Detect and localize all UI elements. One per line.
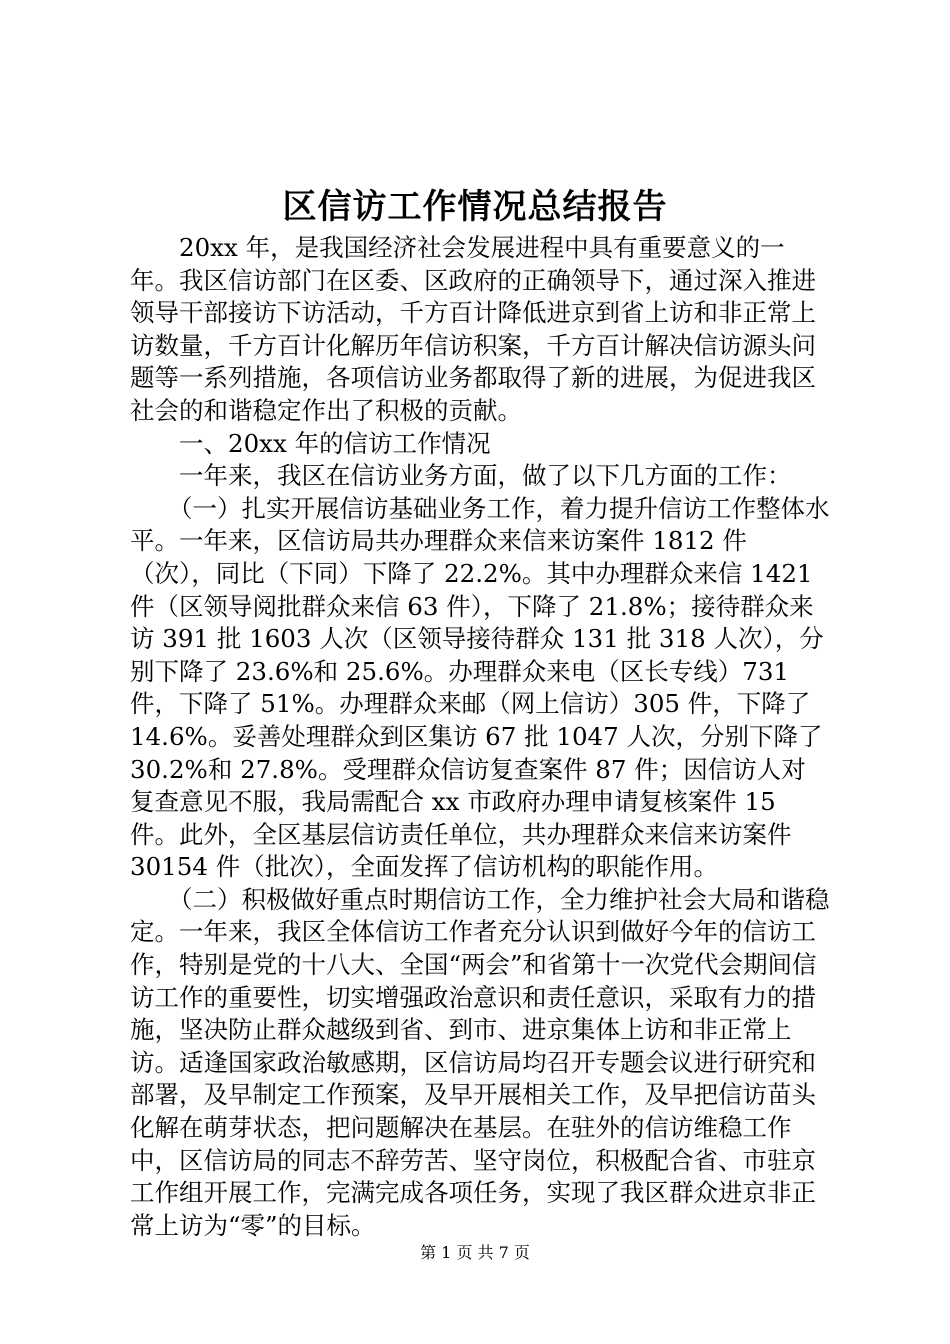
paragraph-item-2: （二）积极做好重点时期信访工作，全力维护社会大局和谐稳定。一年来，我区全体信访工作者充分认识到做好今年的信访工作，特别是党的十八大、全国“两会”和省第十一次党代会期间信访工作的重要性，切实增强政治意识和责任意识，采取有力的措施，坚决防止群众越级到省、到市、进京集体上访和非正常上访。适逢国家政治敏感期，区信访局均召开专题会议进行研究和部署，及早制定工作预案，及早开展相关工作，及早把信访苗头化解在萌芽状态，把问题解决在基层。在驻外的信访维稳工作中，区信访局的同志不辞劳苦、坚守岗位，积极配合省、市驻京工作组开展工作，完满完成各项任务，实现了我区群众进京非正常上访为“零”的目标。	[130, 884, 830, 1240]
paragraph-overview: 一年来，我区在信访业务方面，做了以下几方面的工作：	[179, 461, 792, 491]
document-body	[130, 232, 830, 1242]
paragraph-item-1: （一）扎实开展信访基础业务工作，着力提升信访工作整体水平。一年来，区信访局共办理群众来信来访案件 1812 件（次），同比（下同）下降了 22.2%。其中办理群众来信 1421 件（区领导阅批群众来信 63 件），下降了 21.8%；接待群众来访 391 批 1603 人次（区领导接待群众 131 批 318 人次），分别下降了 23.6%和 25.6%。办理群众来电（区长专线）731 件，下降了 51%。办理群众来邮（网上信访）305 件，下降了 14.6%。妥善处理群众到区集访 67 批 1047 人次，分别下降了 30.2%和 27.8%。受理群众信访复查案件 87 件；因信访人对复查意见不服，我局需配合 xx 市政府办理申请复核案件 15 件。此外，全区基层信访责任单位，共办理群众来信来访案件 30154 件（批次），全面发挥了信访机构的职能作用。	[130, 493, 830, 882]
document-title: 区信访工作情况总结报告	[282, 187, 668, 227]
section-heading: 一、20xx 年的信访工作情况	[179, 428, 491, 458]
page-number-footer: 第 1 页 共 7 页	[420, 1243, 530, 1262]
paragraph-intro: 20xx 年，是我国经济社会发展进程中具有重要意义的一年。我区信访部门在区委、区政府的正确领导下，通过深入推进领导干部接访下访活动，千方百计降低进京到省上访和非正常上访数量，千方百计化解历年信访积案，千方百计解决信访源头问题等一系列措施，各项信访业务都取得了新的进展，为促进我区社会的和谐稳定作出了积极的贡献。	[130, 233, 816, 425]
